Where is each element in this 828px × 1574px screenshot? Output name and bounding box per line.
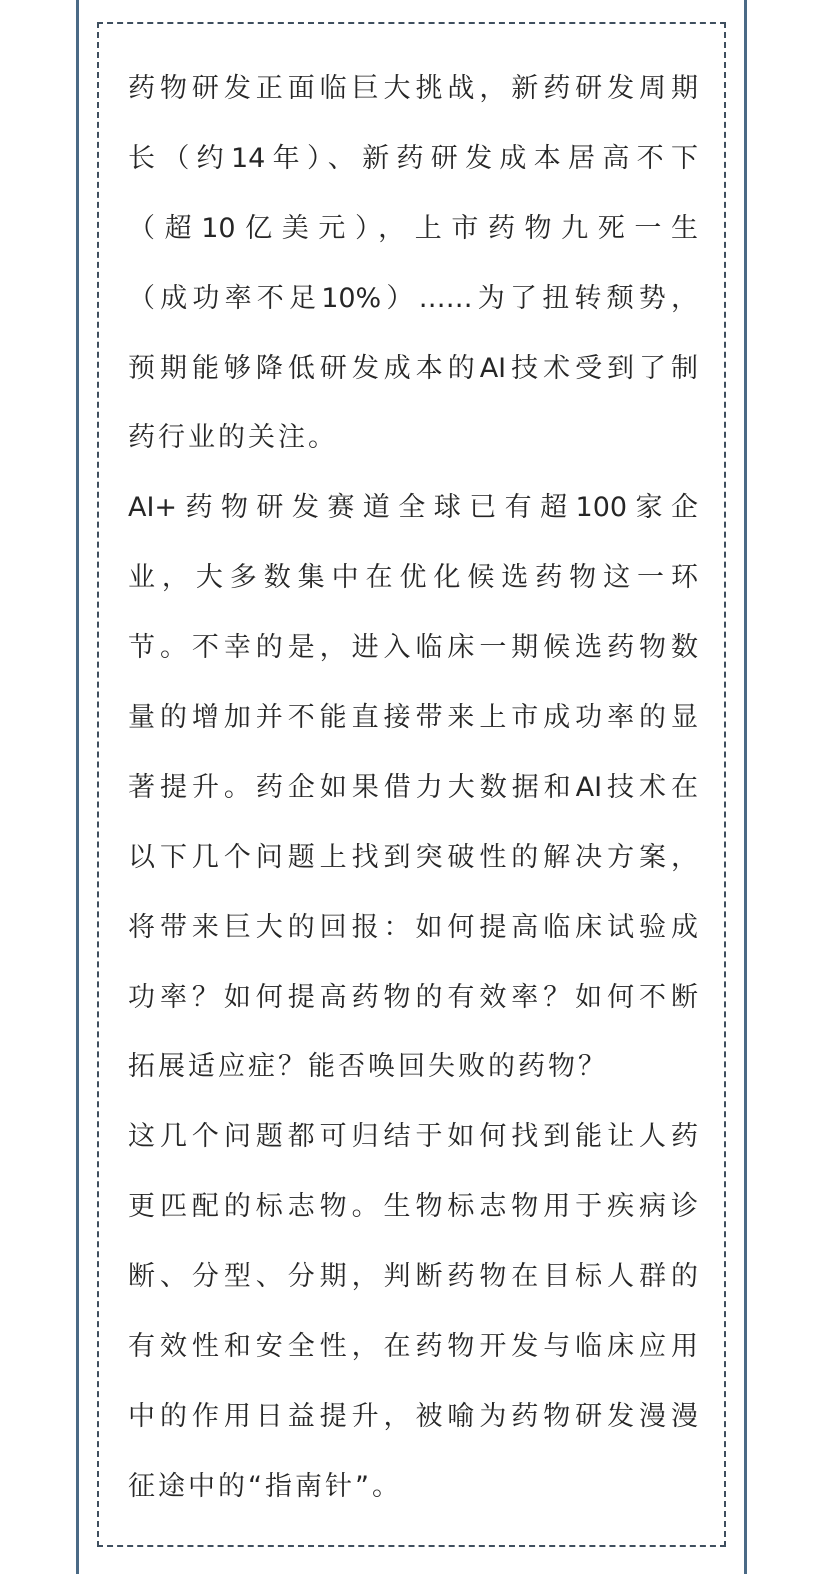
text-line: 有效性和安全性，在药物开发与临床应用 — [128, 1331, 698, 1363]
text-line: 业，大多数集中在优化候选药物这一环 — [128, 562, 698, 594]
text-line: 节。不幸的是，进入临床一期候选药物数 — [128, 632, 698, 664]
text-line: AI+药物研发赛道全球已有超100家企 — [128, 492, 698, 524]
text-line: （成功率不足10%）……为了扭转颓势， — [128, 282, 698, 314]
text-line: 长（约14年）、新药研发成本居高不下 — [128, 142, 698, 174]
text-line: 药物研发正面临巨大挑战，新药研发周期 — [128, 73, 698, 104]
text-line: （超10亿美元），上市药物九死一生 — [128, 212, 698, 244]
text-line: 以下几个问题上找到突破性的解决方案， — [128, 841, 698, 873]
text-line: 将带来巨大的回报：如何提高临床试验成 — [128, 911, 698, 943]
article-body — [128, 54, 698, 1522]
text-line: 更匹配的标志物。生物标志物用于疾病诊 — [128, 1191, 698, 1223]
text-line: 预期能够降低研发成本的AI技术受到了制 — [128, 352, 698, 384]
text-line: 征途中的“指南针”。 — [128, 1470, 402, 1502]
text-line: 中的作用日益提升，被喻为药物研发漫漫 — [128, 1400, 698, 1432]
text-line: 功率？如何提高药物的有效率？如何不断 — [128, 981, 698, 1013]
text-line: 著提升。药企如果借力大数据和AI技术在 — [128, 771, 698, 803]
text-line: 断、分型、分期，判断药物在目标人群的 — [128, 1261, 698, 1293]
text-line: 这几个问题都可归结于如何找到能让人药 — [128, 1121, 698, 1153]
text-line: 药行业的关注。 — [128, 422, 338, 454]
text-line: 量的增加并不能直接带来上市成功率的显 — [128, 702, 698, 734]
text-line: 拓展适应症？能否唤回失败的药物？ — [128, 1051, 608, 1083]
